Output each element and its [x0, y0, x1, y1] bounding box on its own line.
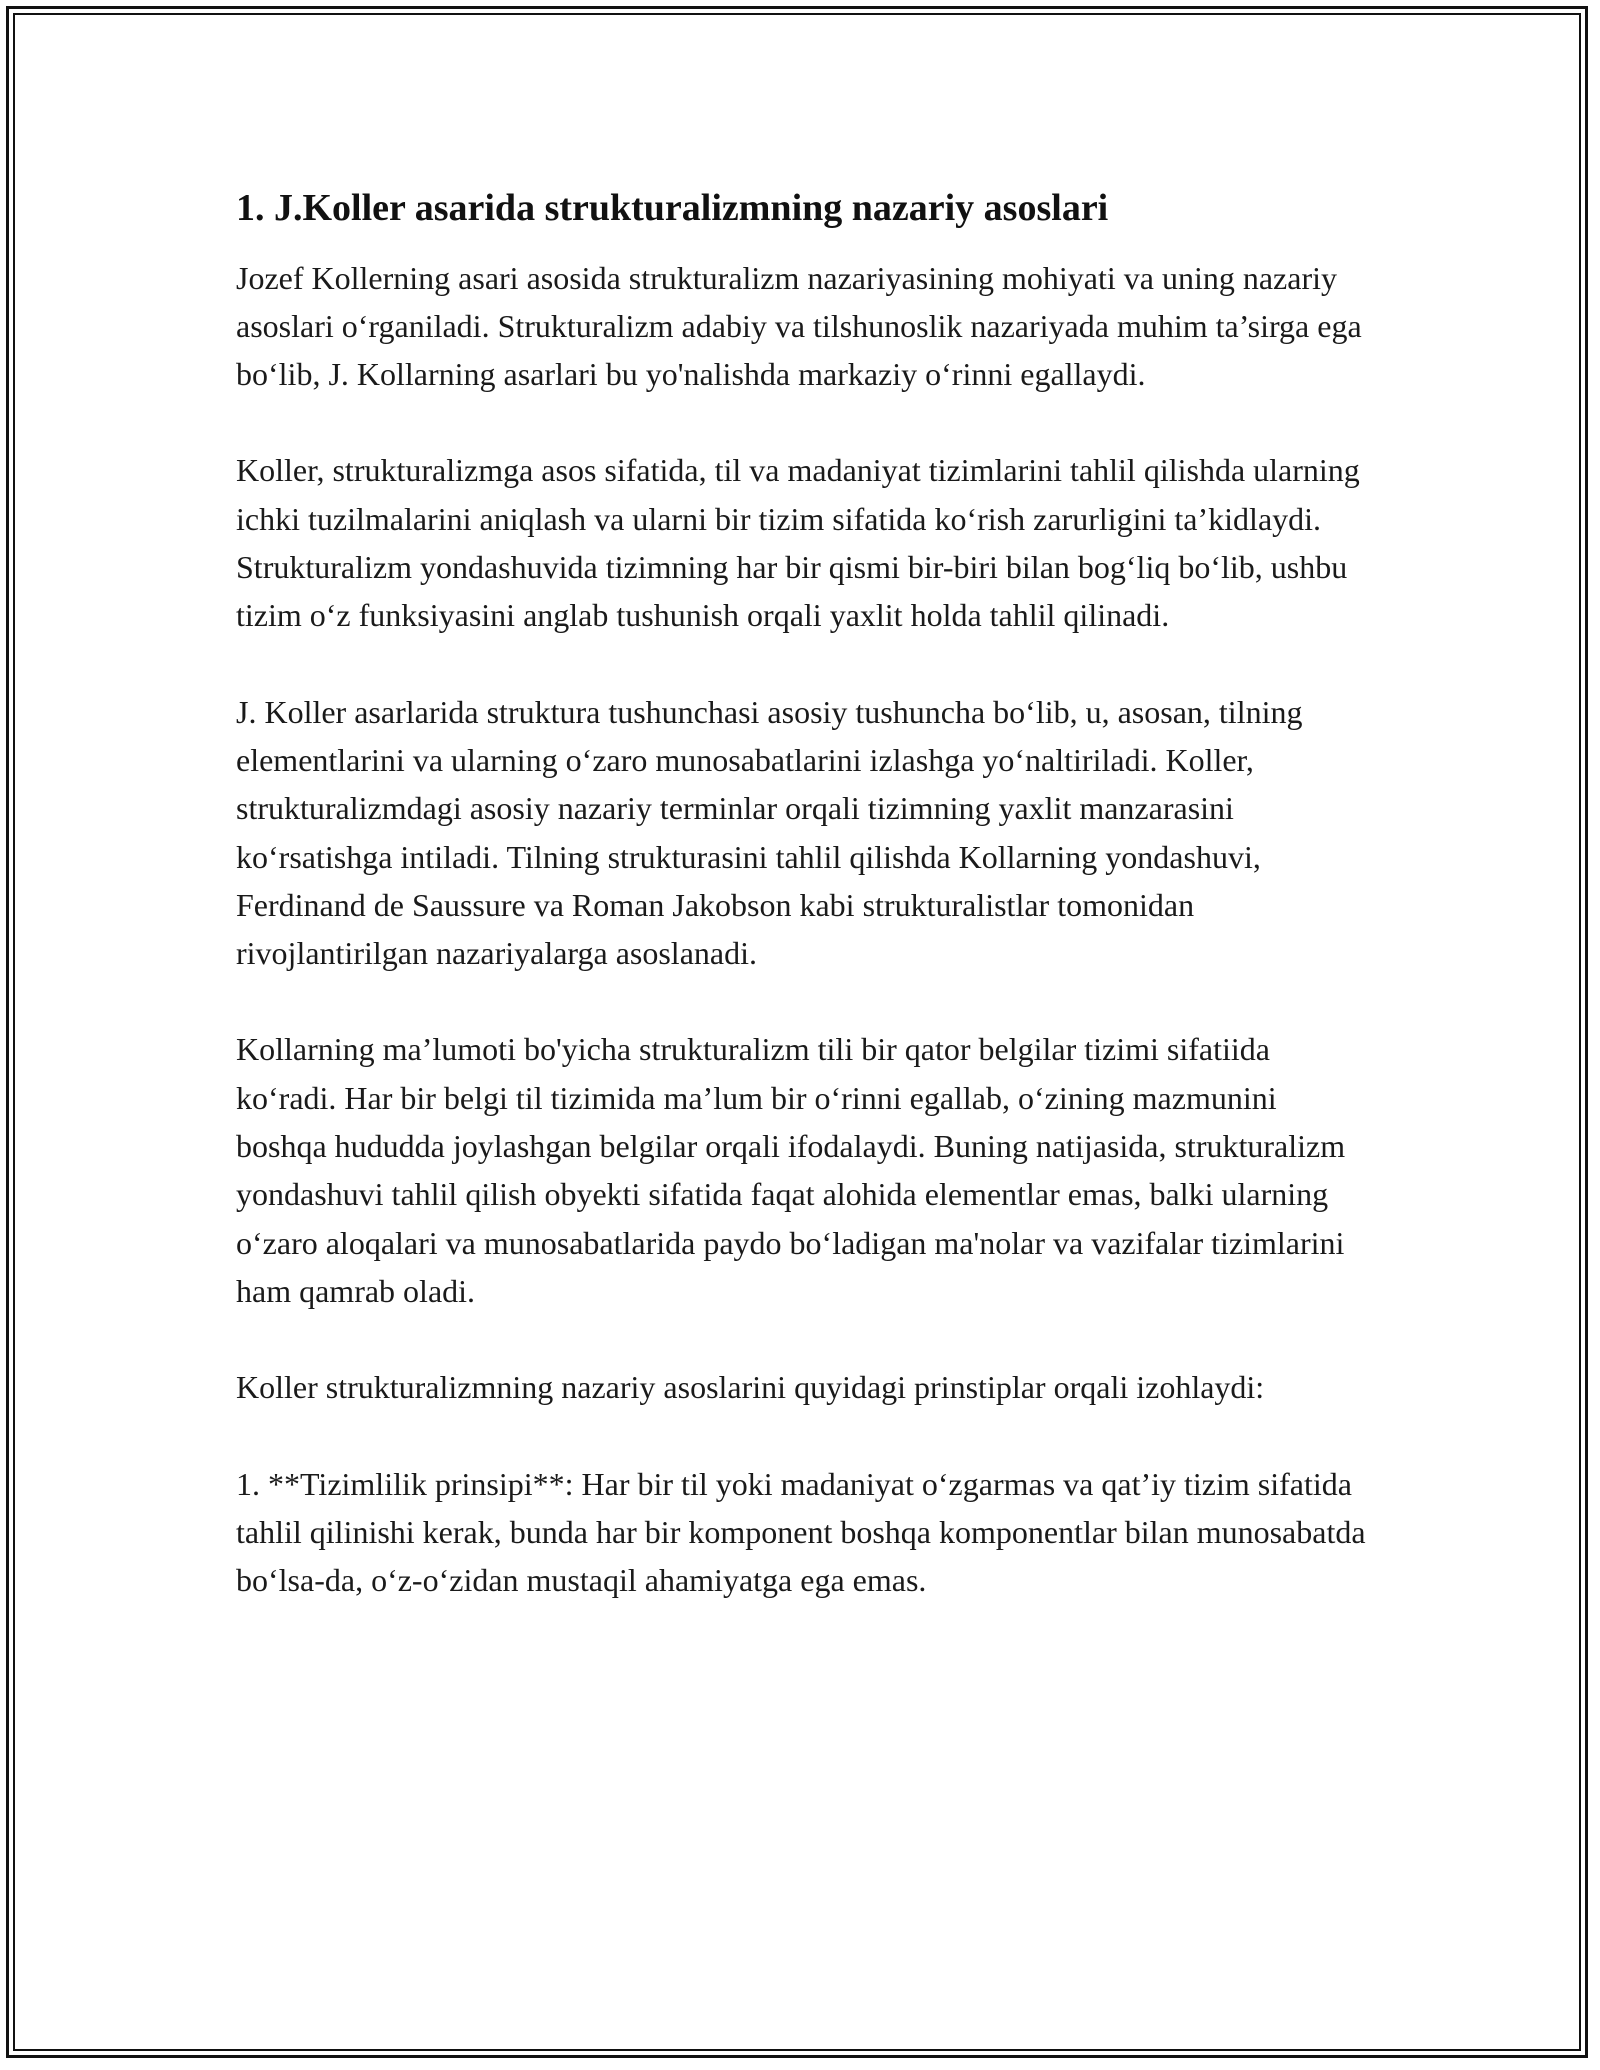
paragraph-principle-1: 1. **Tizimlilik prinsipi**: Har bir til yoki madaniyat o‘zgarmas va qat’iy tizim sifatida tahlil qilinishi kerak, bunda har bir komponent boshqa komponentlar bilan munosabatda bo‘lsa-da, o‘z-o‘zidan mustaqil ahamiyatga ega emas. — [236, 1465, 1366, 1599]
paragraph-intro: Jozef Kollerning asari asosida strukturalizm nazariyasining mohiyati va uning nazariy asoslari o‘rganiladi. Strukturalizm adabiy va tilshunoslik nazariyada muhim ta’sirga ega bo‘lib, J. Kollarning asarlari bu yo'nalishda markaziy o‘rinni egallaydi. — [236, 259, 1362, 393]
paragraph-structure-concept: J. Koller asarlarida struktura tushunchasi asosiy tushuncha bo‘lib, u, asosan, tilning elementlarini va ularning o‘zaro munosabatlarini izlashga yo‘naltiriladi. Koller, strukturalizmdagi asosiy nazariy terminlar orqali tizimning yaxlit manzarasini ko‘rsatishga intiladi. Tilning strukturasini tahlil qilishda Kollarning yondashuvi, Ferdinand de Saussure va Roman Jakobson kabi strukturalistlar tomonidan rivojlantirilgan nazariyalarga asoslanadi. — [236, 693, 1303, 972]
paragraph-koller-structuralism: Koller, strukturalizmga asos sifatida, til va madaniyat tizimlarini tahlil qilishda ularning ichki tuzilmalarini aniqlash va ularni bir tizim sifatida ko‘rish zarurligini ta’kidlaydi. Strukturalizm yondashuvida tizimning har bir qismi bir-biri bilan bog‘liq bo‘lib, ushbu tizim o‘z funksiyasini anglab tushunish orqali yaxlit holda tahlil qilinadi. — [236, 452, 1360, 634]
paragraph-principles-intro: Koller strukturalizmning nazariy asoslarini quyidagi prinstiplar orqali izohlaydi: — [236, 1369, 1265, 1406]
paragraph-sign-system: Kollarning ma’lumoti bo'yicha strukturalizm tili bir qator belgilar tizimi sifatiida ko‘radi. Har bir belgi til tizimida ma’lum bir o‘rinni egallab, o‘zining mazmunini boshqa hududda joylashgan belgilar orqali ifodalaydi. Buning natijasida, strukturalizm yondashuvi tahlil qilish obyekti sifatida faqat alohida elementlar emas, balki ularning o‘zaro aloqalari va munosabatlarida paydo bo‘ladigan ma'nolar va vazifalar tizimlarini ham qamrab oladi. — [236, 1031, 1346, 1309]
document-body — [236, 186, 1366, 1652]
section-heading: 1. J.Koller asarida strukturalizmning nazariy asoslari — [236, 187, 1109, 229]
